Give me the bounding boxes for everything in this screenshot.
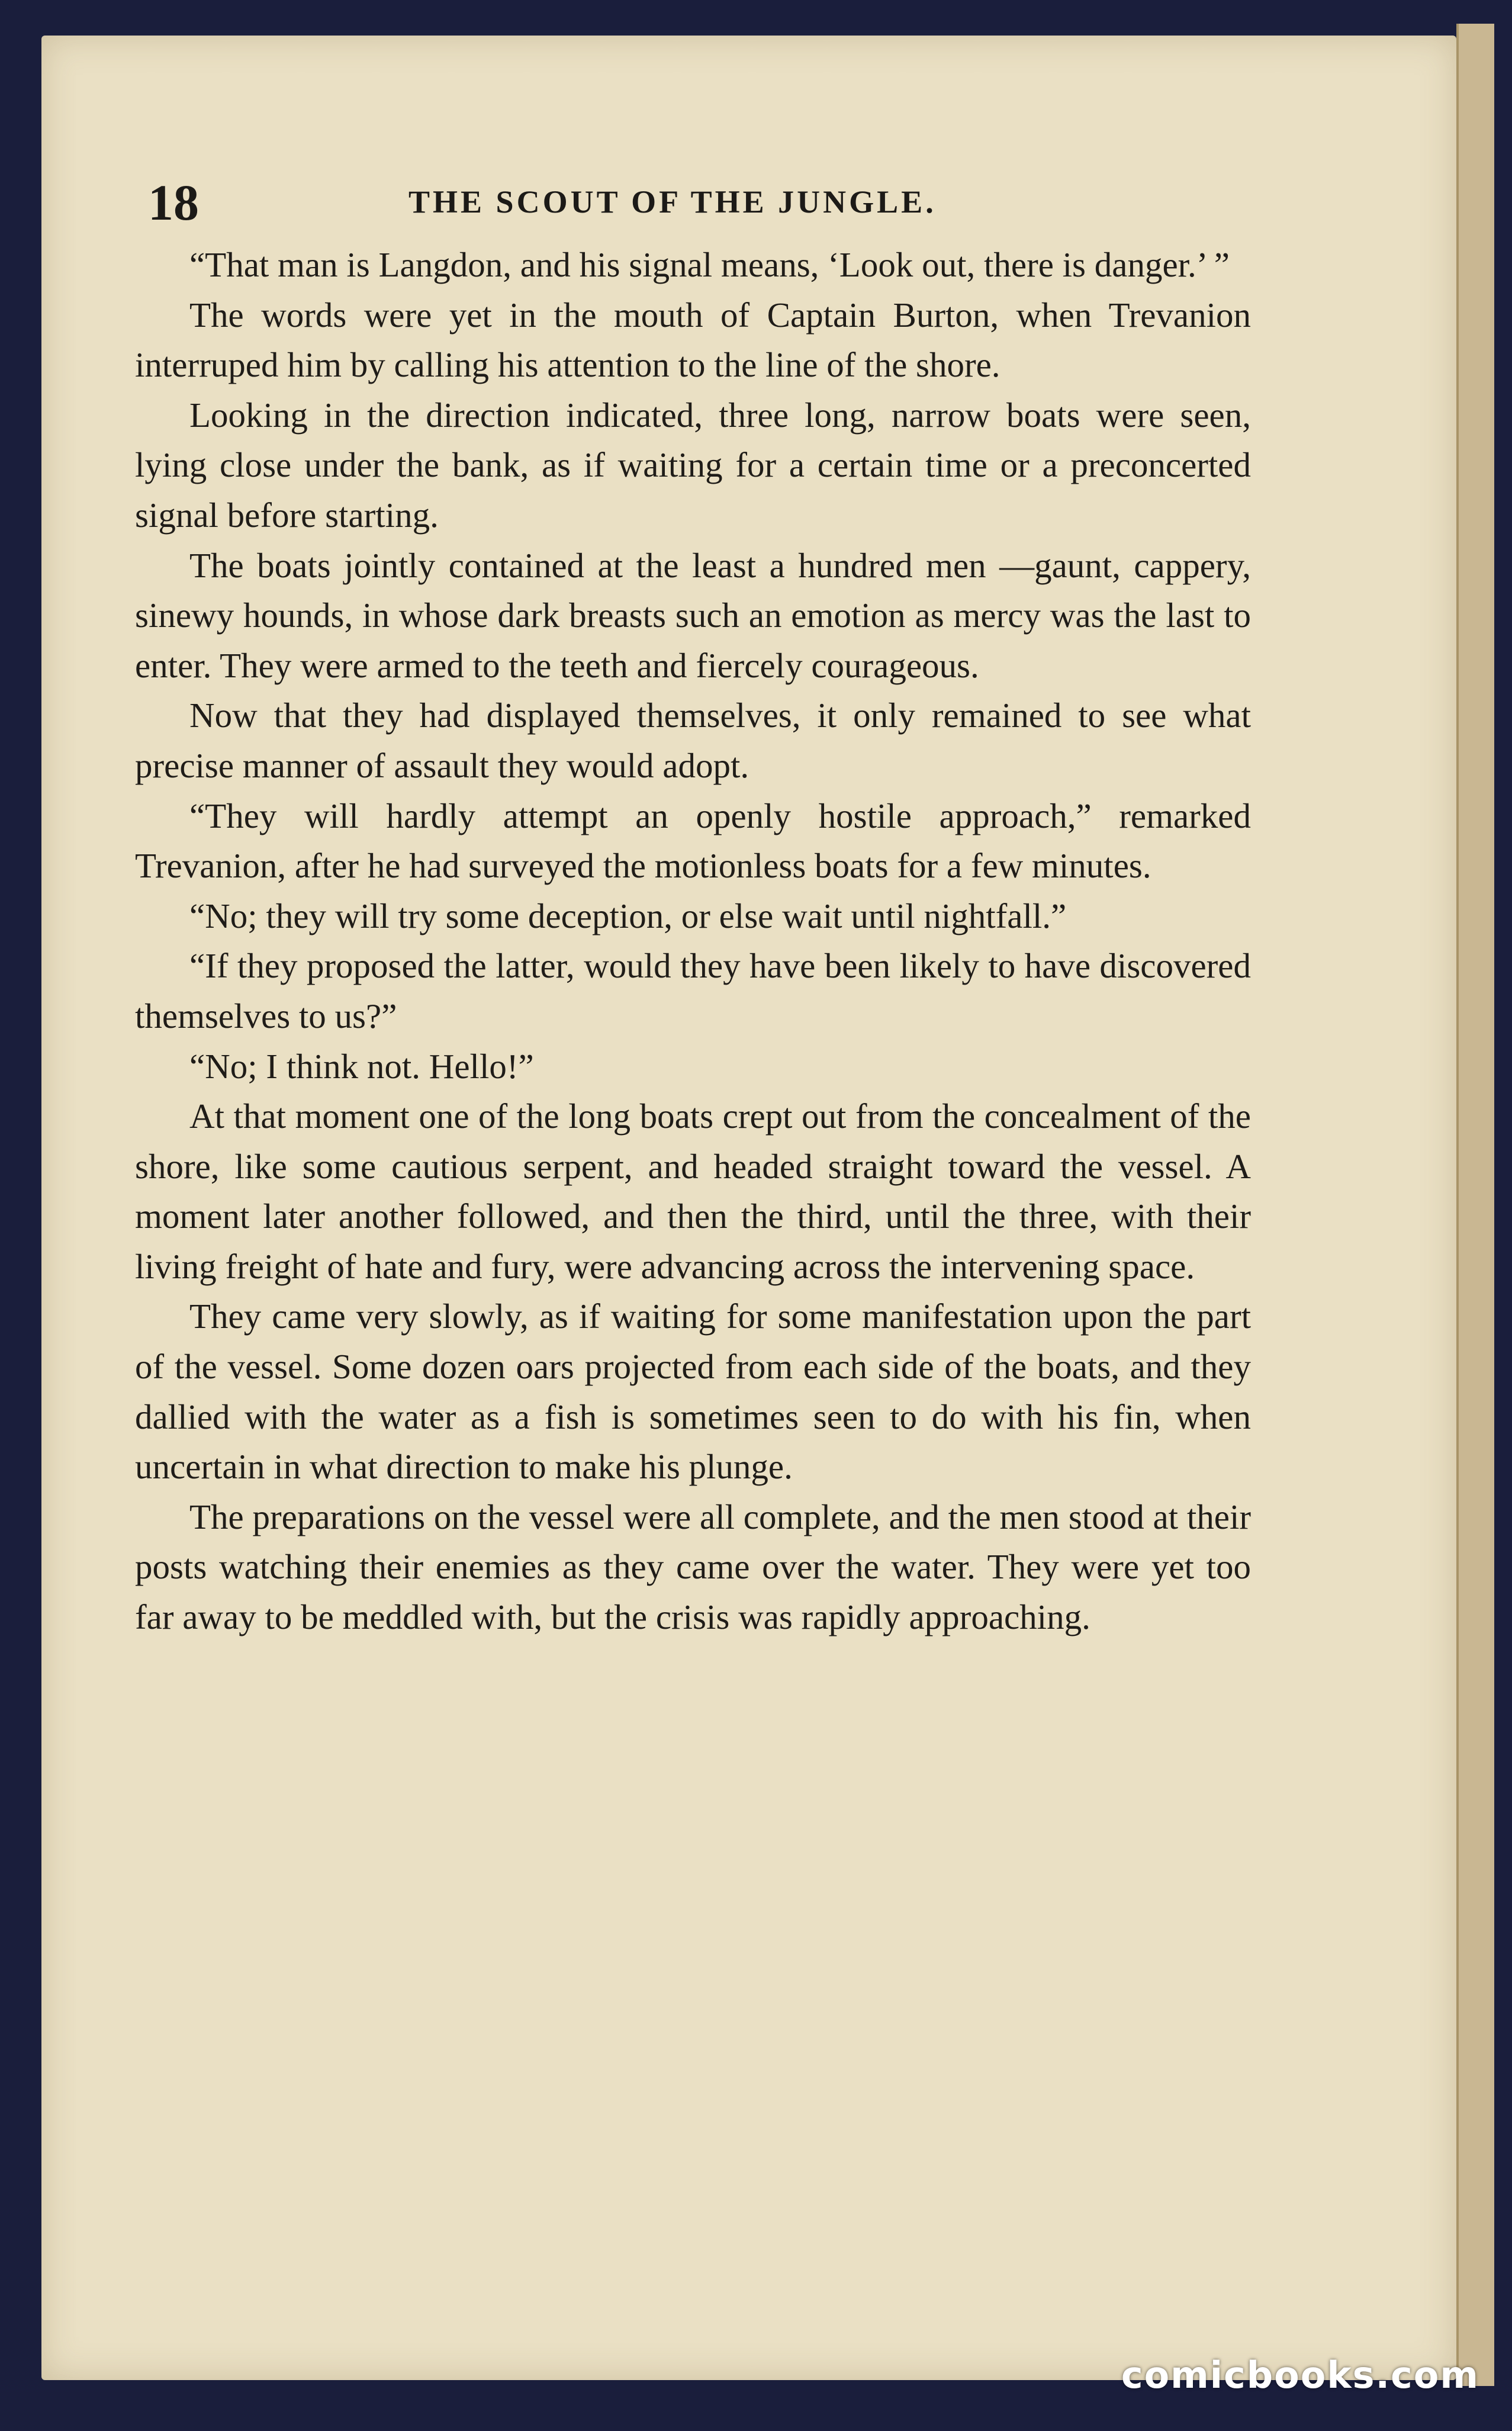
paragraph: They came very slowly, as if waiting for some manifestation upon the part of the vessel. Some dozen oars projected from each side of the boats, and they dallied with the water as a fish is sometimes seen to do with his fin, when uncertain in what direction to make his plunge.	[135, 1297, 1251, 1487]
watermark-logo: comicbooks.com	[1121, 2353, 1479, 2397]
running-title: THE SCOUT OF THE JUNGLE.	[408, 184, 937, 220]
paragraph: “That man is Langdon, and his signal means, ‘Look out, there is danger.’ ”	[189, 245, 1230, 284]
paragraph: “If they proposed the latter, would they have been likely to have discovered themselves to us?”	[135, 946, 1251, 1036]
page-number: 18	[148, 174, 199, 231]
paragraph: “No; they will try some deception, or else wait until nightfall.”	[189, 896, 1067, 935]
page-header	[148, 173, 1261, 244]
paragraph: The boats jointly contained at the least a hundred men —gaunt, cappery, sinewy hounds, in whose dark breasts such an emotion as mercy was the last to enter. They were armed to the teeth and fiercely courageous.	[135, 545, 1251, 685]
paragraph: Looking in the direction indicated, three long, narrow boats were seen, lying close under the bank, as if waiting for a certain time or a preconcerted signal before starting.	[135, 395, 1251, 535]
page-edge	[1456, 24, 1494, 2386]
paragraph: “They will hardly attempt an openly hostile approach,” remarked Trevanion, after he had surveyed the motionless boats for a few minutes.	[135, 796, 1251, 886]
paragraph: At that moment one of the long boats crept out from the concealment of the shore, like some cautious serpent, and headed straight toward the vessel. A moment later another followed, and then the third, until the three, with their living freight of hate and fury, were advancing across the intervening space.	[135, 1096, 1251, 1286]
paragraph: Now that they had displayed themselves, it only remained to see what precise manner of assault they would adopt.	[135, 696, 1251, 785]
paragraph: The preparations on the vessel were all complete, and the men stood at their posts watching their enemies as they came over the water. They were yet too far away to be meddled with, but the crisis was rapidly approaching.	[135, 1497, 1251, 1637]
body-text	[135, 240, 1251, 1642]
paragraph: The words were yet in the mouth of Captain Burton, when Trevanion interruped him by calling his attention to the line of the shore.	[135, 295, 1251, 385]
paragraph: “No; I think not. Hello!”	[189, 1046, 534, 1086]
